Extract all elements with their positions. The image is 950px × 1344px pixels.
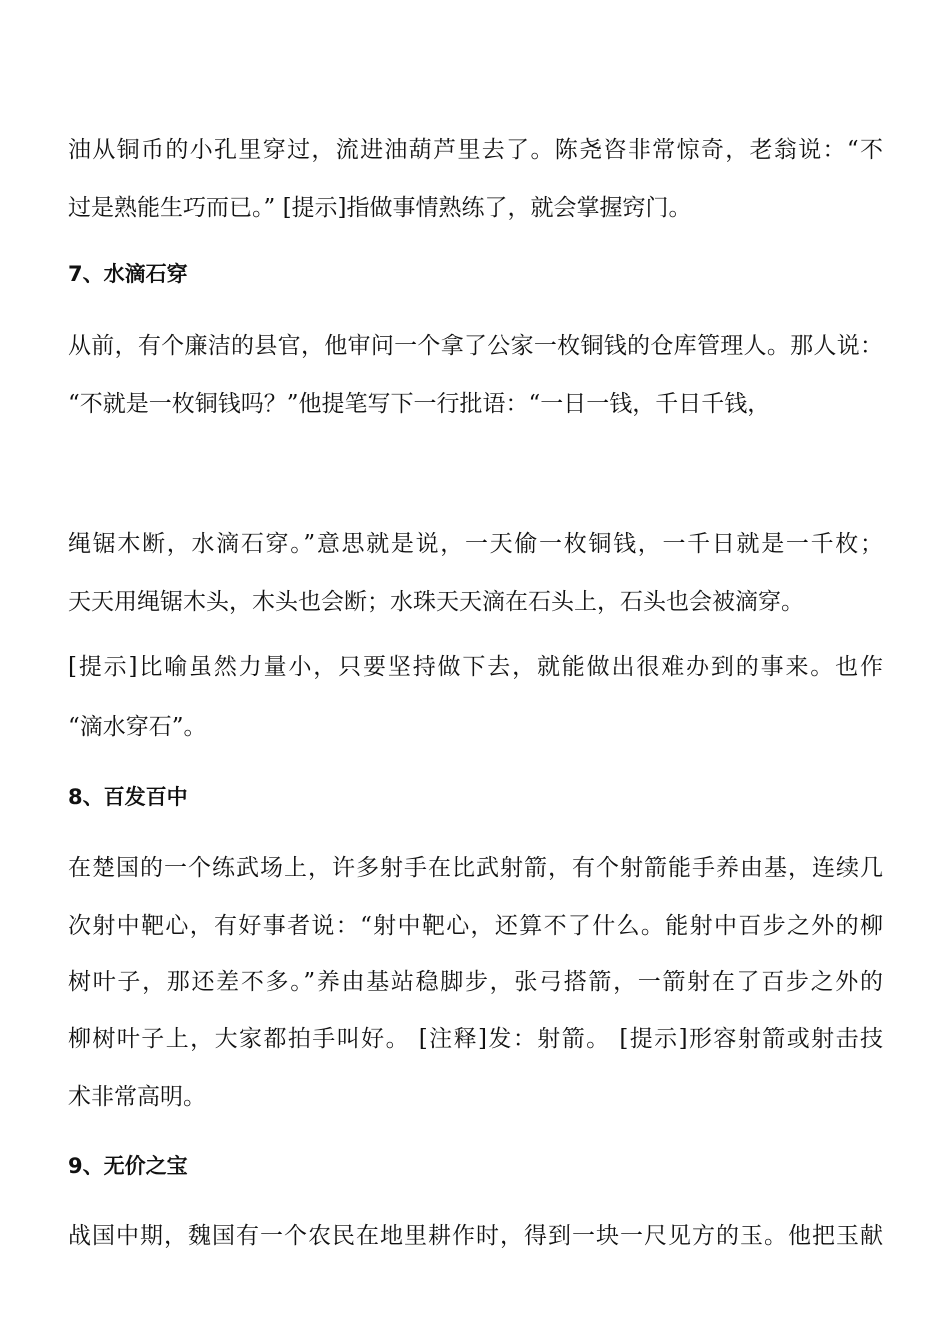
paragraph-line: 树叶子，那还差不多。”养由基站稳脚步，张弓搭箭，一箭射在了百步之外的: [68, 969, 883, 995]
section-heading-7: 7、水滴石穿: [68, 262, 188, 286]
paragraph-line: 绳锯木断，水滴石穿。”意思就是说，一天偷一枚铜钱，一千日就是一千枚；: [68, 531, 883, 557]
paragraph-line: 从前，有个廉洁的县官，他审问一个拿了公家一枚铜钱的仓库管理人。那人说：: [68, 333, 883, 359]
paragraph-line: 柳树叶子上，大家都拍手叫好。 [注释]发：射箭。 [提示]形容射箭或射击技: [68, 1026, 883, 1052]
paragraph-line: 术非常高明。: [68, 1084, 206, 1110]
paragraph-line: [提示]比喻虽然力量小，只要坚持做下去，就能做出很难办到的事来。也作: [68, 654, 883, 680]
paragraph-line: “不就是一枚铜钱吗？”他提笔写下一行批语：“一日一钱，千日千钱，: [68, 391, 771, 417]
section-heading-8: 8、百发百中: [68, 785, 188, 809]
paragraph-line: 战国中期，魏国有一个农民在地里耕作时，得到一块一尺见方的玉。他把玉献: [68, 1223, 883, 1249]
paragraph-line: 过是熟能生巧而已。” [提示]指做事情熟练了，就会掌握窍门。: [68, 195, 692, 221]
paragraph-line: 次射中靶心，有好事者说：“射中靶心，还算不了什么。能射中百步之外的柳: [68, 913, 883, 939]
paragraph-line: 在楚国的一个练武场上，许多射手在比武射箭，有个射箭能手养由基，连续几: [68, 855, 883, 881]
paragraph-line: 油从铜币的小孔里穿过，流进油葫芦里去了。陈尧咨非常惊奇，老翁说：“不: [68, 137, 883, 163]
section-heading-9: 9、无价之宝: [68, 1154, 188, 1178]
paragraph-line: “滴水穿石”。: [68, 714, 207, 740]
paragraph-line: 天天用绳锯木头，木头也会断；水珠天天滴在石头上，石头也会被滴穿。: [68, 589, 804, 615]
